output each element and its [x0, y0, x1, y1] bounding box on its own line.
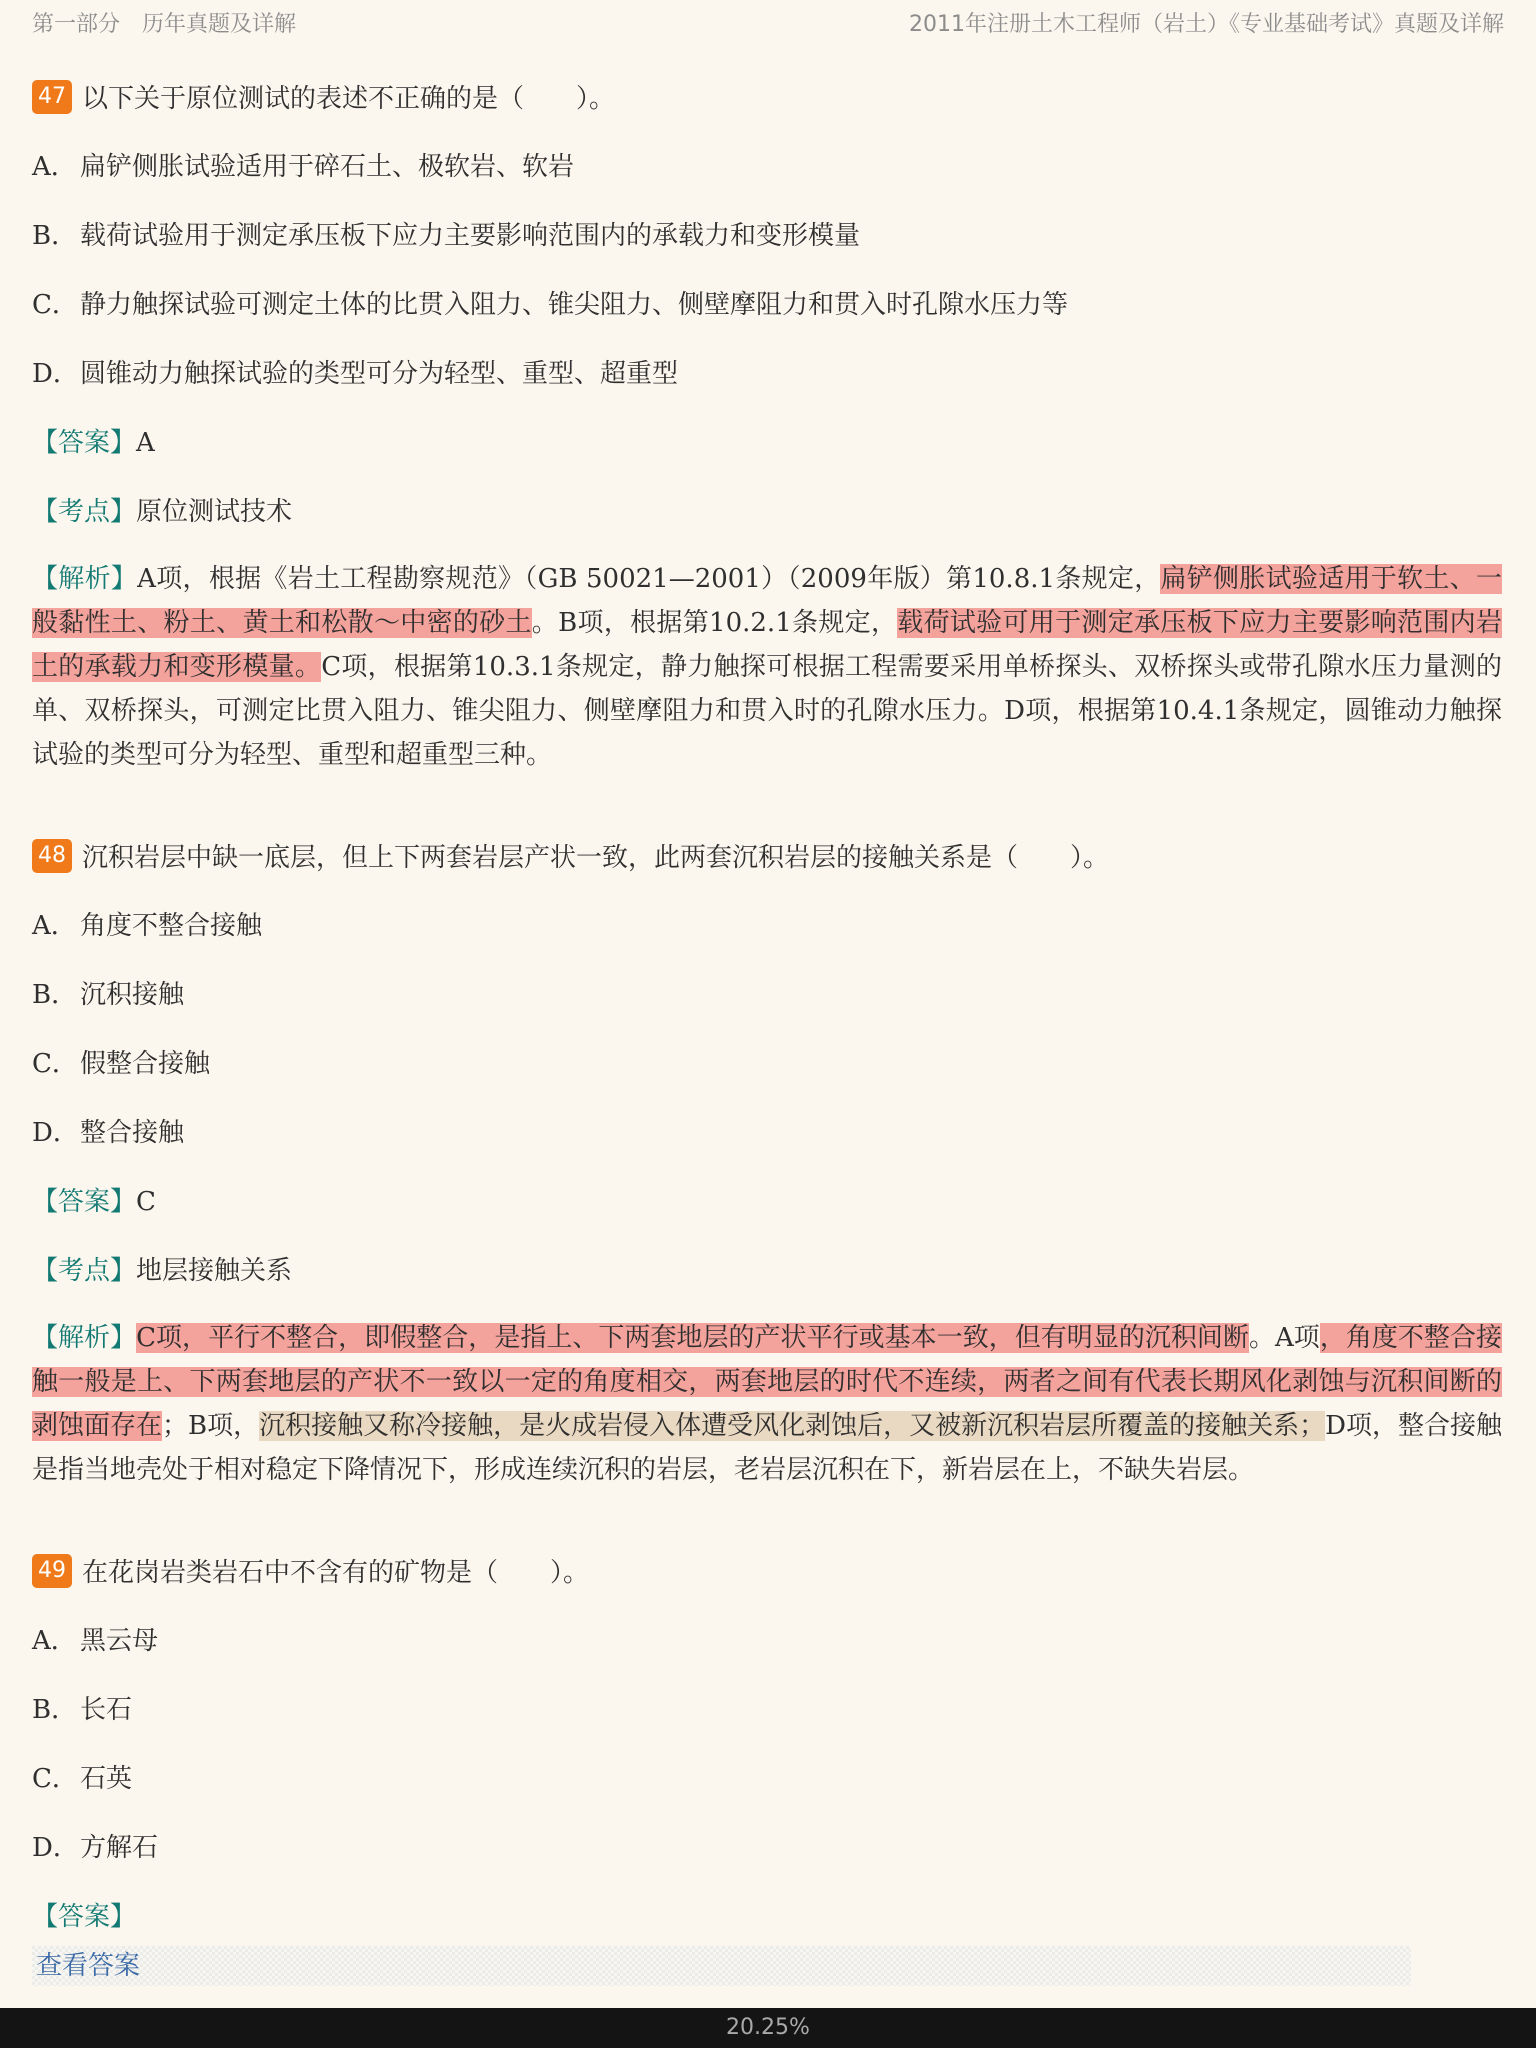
question-49 — [32, 1548, 1502, 1989]
bracket-open: 【 — [32, 1902, 59, 1932]
option-a — [32, 143, 1502, 191]
option-letter: B． — [32, 980, 78, 1010]
option-a — [32, 1617, 1502, 1665]
option-text: 静力触探试验可测定土体的比贯入阻力、锥尖阻力、侧壁摩阻力和贯入时孔隙水压力等 — [80, 290, 1069, 320]
option-text: 沉积接触 — [80, 980, 185, 1010]
bracket-open: 【 — [32, 428, 59, 458]
highlight[interactable]: 沉积接触又称冷接触，是火成岩侵入体遭受风化剥蚀后，又被新沉积岩层所覆盖的接触关系； — [259, 1411, 1326, 1441]
answer-line — [32, 1893, 1502, 1989]
answer-label — [32, 1902, 136, 1932]
bracket-close: 】 — [110, 1323, 137, 1353]
option-letter: C． — [32, 1049, 78, 1079]
analysis-label — [32, 1323, 136, 1353]
option-c — [32, 1755, 1502, 1803]
analysis-label — [32, 564, 137, 594]
question-48 — [32, 833, 1502, 1492]
answer-label-text: 答案 — [58, 1902, 111, 1932]
option-b — [32, 212, 1502, 260]
knowledge-label — [32, 1256, 136, 1286]
option-letter: C． — [32, 1764, 78, 1794]
analysis-text: 。B项，根据第10.2.1条规定， — [531, 608, 898, 638]
option-c — [32, 281, 1502, 329]
bracket-open: 【 — [32, 1187, 59, 1217]
answer-line — [32, 1178, 1502, 1226]
question-stem — [32, 1548, 1502, 1596]
page-content — [32, 74, 1502, 2010]
analysis-label-text: 解析 — [58, 1323, 111, 1353]
analysis-paragraph — [32, 1316, 1502, 1492]
option-d — [32, 1109, 1502, 1157]
bracket-open: 【 — [32, 1323, 59, 1353]
page-header — [0, 0, 1536, 40]
question-number-badge: 49 — [32, 1554, 72, 1588]
option-letter: D． — [32, 1118, 79, 1148]
question-text: 沉积岩层中缺一底层，但上下两套岩层产状一致，此两套沉积岩层的接触关系是（ ）。 — [82, 843, 1110, 873]
knowledge-label — [32, 497, 136, 527]
answer-line — [32, 419, 1502, 467]
analysis-text: A项，根据《岩土工程勘察规范》（GB 50021—2001）（2009年版）第10.8.1条规定， — [137, 564, 1161, 594]
option-letter: A． — [32, 152, 77, 182]
bracket-close: 】 — [110, 497, 137, 527]
header-book-title: 2011年注册土木工程师（岩土）《专业基础考试》真题及详解 — [909, 12, 1504, 37]
highlight[interactable]: 扁铲侧胀试验适用于软土、一般黏性土、粉土、黄土和松散～中密的砂土 — [32, 564, 1502, 638]
answer-value: A — [136, 428, 155, 458]
bracket-close: 】 — [110, 1256, 137, 1286]
option-text: 假整合接触 — [80, 1049, 211, 1079]
question-stem — [32, 833, 1502, 881]
reading-progress: 20.25% — [726, 2015, 810, 2040]
knowledge-line — [32, 1247, 1502, 1295]
option-text: 长石 — [80, 1695, 133, 1725]
bracket-open: 【 — [32, 497, 59, 527]
option-letter: C． — [32, 290, 78, 320]
bracket-open: 【 — [32, 1256, 59, 1286]
view-answer-button[interactable]: 查看答案 — [32, 1946, 1411, 1986]
question-stem — [32, 74, 1502, 122]
header-section: 历年真题及详解 — [142, 12, 297, 37]
question-number-badge: 47 — [32, 80, 72, 114]
knowledge-line — [32, 488, 1502, 536]
answer-label-text: 答案 — [58, 428, 111, 458]
highlight[interactable]: ，角度不整合接触一般是上、下两套地层的产状不一致以一定的角度相交，两套地层的时代不连续，两者之间有代表长期风化剥蚀与沉积间断的剥蚀面存在 — [32, 1323, 1502, 1441]
highlight[interactable]: C项，平行不整合，即假整合，是指上、下两套地层的产状平行或基本一致，但有明显的沉积间断 — [136, 1323, 1249, 1353]
option-letter: A． — [32, 1626, 77, 1656]
question-47 — [32, 74, 1502, 777]
option-text: 整合接触 — [80, 1118, 185, 1148]
analysis-text: ；B项， — [162, 1411, 260, 1441]
bracket-close: 】 — [110, 564, 138, 594]
header-part: 第一部分 — [32, 12, 121, 37]
bracket-close: 】 — [110, 428, 137, 458]
option-b — [32, 1686, 1502, 1734]
option-text: 载荷试验用于测定承压板下应力主要影响范围内的承载力和变形模量 — [80, 221, 861, 251]
option-text: 石英 — [80, 1764, 133, 1794]
bracket-open: 【 — [32, 564, 59, 594]
knowledge-label-text: 考点 — [58, 1256, 111, 1286]
option-b — [32, 971, 1502, 1019]
option-letter: A． — [32, 911, 77, 941]
option-text: 方解石 — [80, 1833, 159, 1863]
question-text: 以下关于原位测试的表述不正确的是（ ）。 — [82, 84, 616, 114]
answer-label-text: 答案 — [58, 1187, 111, 1217]
answer-label — [32, 428, 136, 458]
bracket-close: 】 — [110, 1902, 137, 1932]
reading-progress-bar — [0, 2008, 1536, 2048]
option-c — [32, 1040, 1502, 1088]
knowledge-label-text: 考点 — [58, 497, 111, 527]
bracket-close: 】 — [110, 1187, 137, 1217]
highlight[interactable]: 载荷试验可用于测定承压板下应力主要影响范围内岩土的承载力和变形模量。 — [32, 608, 1502, 682]
knowledge-value: 地层接触关系 — [136, 1256, 293, 1286]
question-number-badge: 48 — [32, 839, 72, 873]
option-text: 角度不整合接触 — [80, 911, 263, 941]
knowledge-value: 原位测试技术 — [136, 497, 293, 527]
analysis-text: 。A项 — [1248, 1323, 1320, 1353]
option-letter: D． — [32, 1833, 79, 1863]
analysis-text: C项，根据第10.3.1条规定，静力触探可根据工程需要采用单桥探头、双桥探头或带孔隙水压力量测的单、双桥探头，可测定比贯入阻力、锥尖阻力、侧壁摩阻力和贯入时的孔隙水压力。D项，根据第10.4.1条规定，圆锥动力触探试验的类型可分为轻型、重型和超重型三种。 — [32, 652, 1502, 770]
option-letter: B． — [32, 221, 78, 251]
option-d — [32, 1824, 1502, 1872]
header-left — [32, 7, 296, 38]
option-d — [32, 350, 1502, 398]
answer-value: C — [136, 1187, 156, 1217]
analysis-label-text: 解析 — [58, 564, 111, 594]
option-a — [32, 902, 1502, 950]
question-text: 在花岗岩类岩石中不含有的矿物是（ ）。 — [82, 1558, 590, 1588]
option-text: 黑云母 — [80, 1626, 159, 1656]
answer-label — [32, 1187, 136, 1217]
analysis-paragraph — [32, 557, 1502, 777]
analysis-text: D项，整合接触是指当地壳处于相对稳定下降情况下，形成连续沉积的岩层，老岩层沉积在下，新岩层在上，不缺失岩层。 — [32, 1411, 1502, 1485]
option-letter: D． — [32, 359, 79, 389]
option-text: 扁铲侧胀试验适用于碎石土、极软岩、软岩 — [80, 152, 575, 182]
option-text: 圆锥动力触探试验的类型可分为轻型、重型、超重型 — [80, 359, 679, 389]
option-letter: B． — [32, 1695, 78, 1725]
